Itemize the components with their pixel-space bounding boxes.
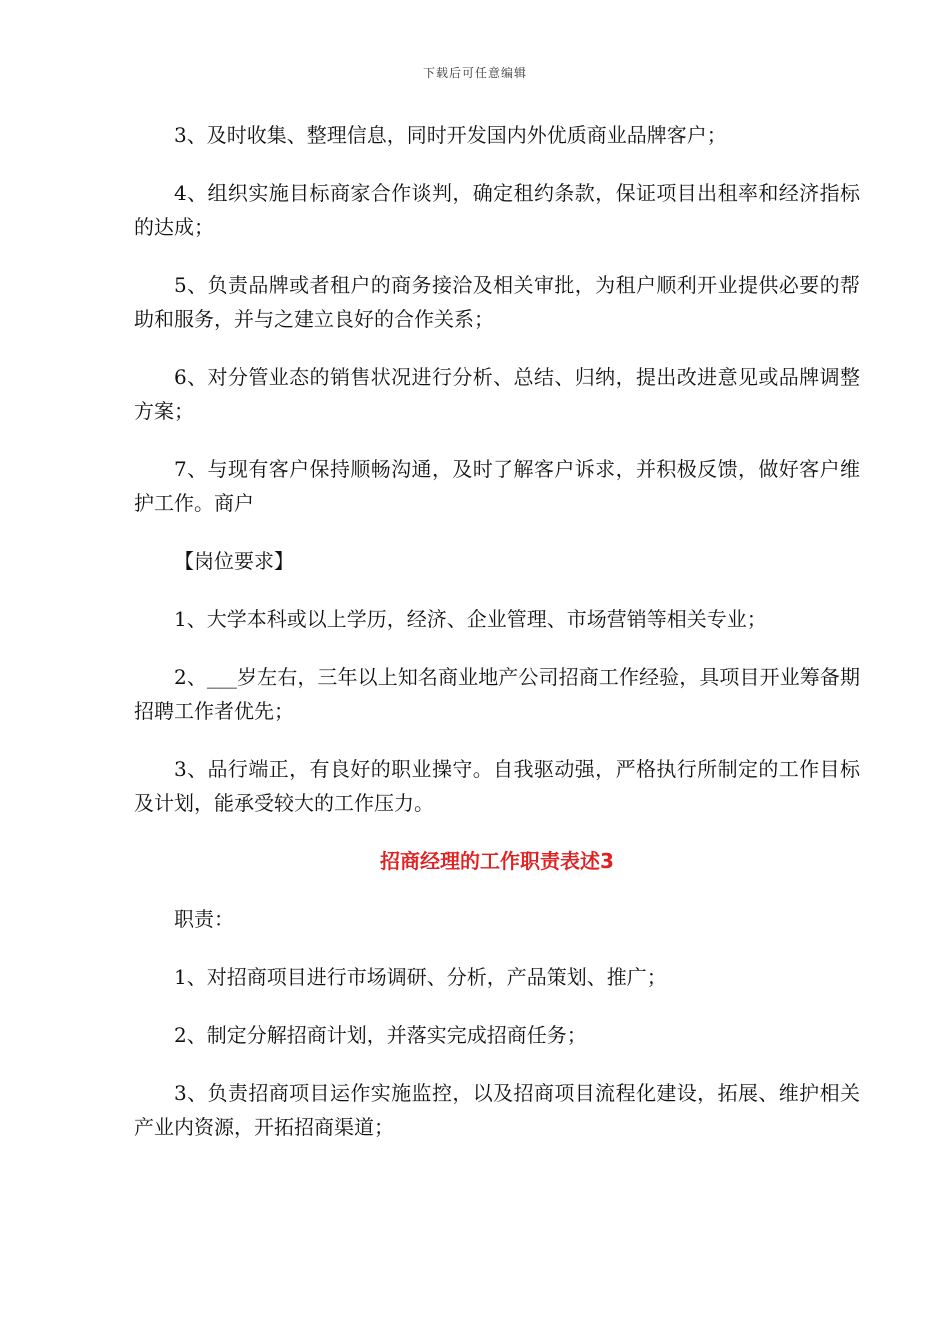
duty-paragraph: 7、与现有客户保持顺畅沟通，及时了解客户诉求，并积极反馈，做好客户维护工作。商户 xyxy=(134,457,860,515)
requirement-paragraph: 1、大学本科或以上学历，经济、企业管理、市场营销等相关专业； xyxy=(174,607,767,631)
requirement-paragraph: 2、___岁左右，三年以上知名商业地产公司招商工作经验，具项目开业筹备期招聘工作者优先； xyxy=(134,665,860,723)
section-title: 招商经理的工作职责表述3 xyxy=(380,849,614,873)
document-body xyxy=(134,118,860,1168)
duty-paragraph: 6、对分管业态的销售状况进行分析、总结、归纳，提出改进意见或品牌调整方案； xyxy=(134,365,860,423)
duty-paragraph: 4、组织实施目标商家合作谈判，确定租约条款，保证项目出租率和经济指标的达成； xyxy=(134,181,860,239)
requirement-paragraph: 3、品行端正，有良好的职业操守。自我驱动强，严格执行所制定的工作目标及计划，能承受较大的工作压力。 xyxy=(134,757,860,815)
section3-item: 2、制定分解招商计划，并落实完成招商任务； xyxy=(174,1023,587,1047)
header-note: 下载后可任意编辑 xyxy=(422,66,527,80)
section3-item: 3、负责招商项目运作实施监控，以及招商项目流程化建设，拓展、维护相关产业内资源，开拓招商渠道； xyxy=(134,1081,860,1139)
section3-item: 1、对招商项目进行市场调研、分析，产品策划、推广； xyxy=(174,965,667,989)
duty-paragraph: 3、及时收集、整理信息，同时开发国内外优质商业品牌客户； xyxy=(174,123,727,147)
duties-label: 职责： xyxy=(174,907,234,931)
requirements-heading: 【岗位要求】 xyxy=(174,549,294,573)
duty-paragraph: 5、负责品牌或者租户的商务接洽及相关审批，为租户顺利开业提供必要的帮助和服务，并与之建立良好的合作关系； xyxy=(134,273,860,331)
